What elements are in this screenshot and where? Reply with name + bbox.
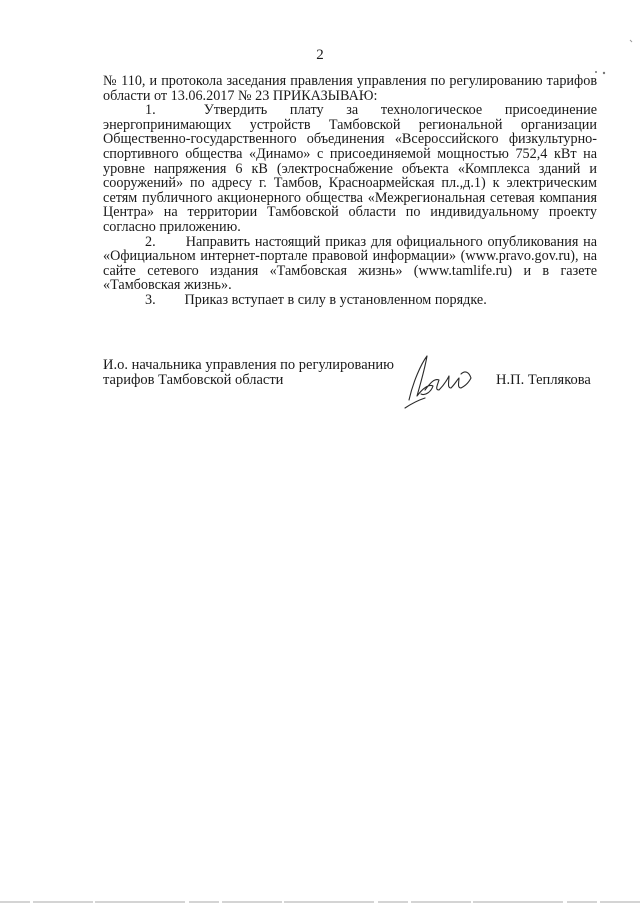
paragraph-item-3 xyxy=(103,293,597,308)
text-line: тарифов области от 13.06.2017 № 23 ПРИКАЗЫВАЮ: xyxy=(103,73,598,104)
handwritten-signature xyxy=(395,352,475,412)
text-line: Общественно-государственного объединения «Всероссийского физкультурно- xyxy=(103,131,597,148)
item-number: 1. xyxy=(145,102,156,119)
signatory-title-line: И.о. начальника управления по регулированию xyxy=(103,357,394,373)
text-line: № 110, и протокола заседания правления управления по регулированию xyxy=(103,73,543,89)
signature-block xyxy=(103,358,597,418)
paragraph-intro xyxy=(103,74,597,103)
item-number: 2. xyxy=(145,233,156,250)
text-line: акционерного общества «Межрегиональная сетевая компания Центра» на xyxy=(103,189,598,221)
text-line: адресу г. Тамбов, Красноармейская пл.,д.1) к электрическим сетям публичного xyxy=(103,175,597,206)
text-line: напряжения 6 кВ (электроснабжение объекта «Комплекса зданий и сооружений» по xyxy=(103,160,597,192)
signatory-title xyxy=(103,358,394,387)
text-line: территории Тамбовской области по индивидуальному проекту согласно xyxy=(103,204,597,235)
signatory-name: Н.П. Теплякова xyxy=(496,372,591,388)
text-line: энергопринимающих устройств Тамбовской региональной организации xyxy=(103,116,597,133)
text-line: Направить настоящий приказ для официального опубликования на xyxy=(185,233,598,250)
text-line: «Тамбовская жизнь». xyxy=(103,277,232,294)
paragraph-item-2 xyxy=(103,235,597,293)
page-number: 2 xyxy=(316,47,324,63)
text-line: «Официальном интернет-портале правовой информации» (www.pravo.gov.ru), xyxy=(103,248,579,265)
paragraph-item-1 xyxy=(103,103,597,234)
text-line: Утвердить плату за технологическое присоединение xyxy=(203,102,597,119)
text-line: приложению. xyxy=(159,218,241,235)
document-body xyxy=(103,74,597,308)
signatory-title-line: тарифов Тамбовской области xyxy=(103,371,284,388)
text-line: на сайте сетевого издания «Тамбовская жизнь» (www.tamlife.ru) и в газете xyxy=(103,248,597,279)
text-line: спортивного общества «Динамо» с присоединяемой мощностью 752,4 кВт на уровне xyxy=(103,145,597,177)
text-line: Приказ вступает в силу в установленном порядке. xyxy=(184,291,487,308)
item-number: 3. xyxy=(145,291,156,308)
